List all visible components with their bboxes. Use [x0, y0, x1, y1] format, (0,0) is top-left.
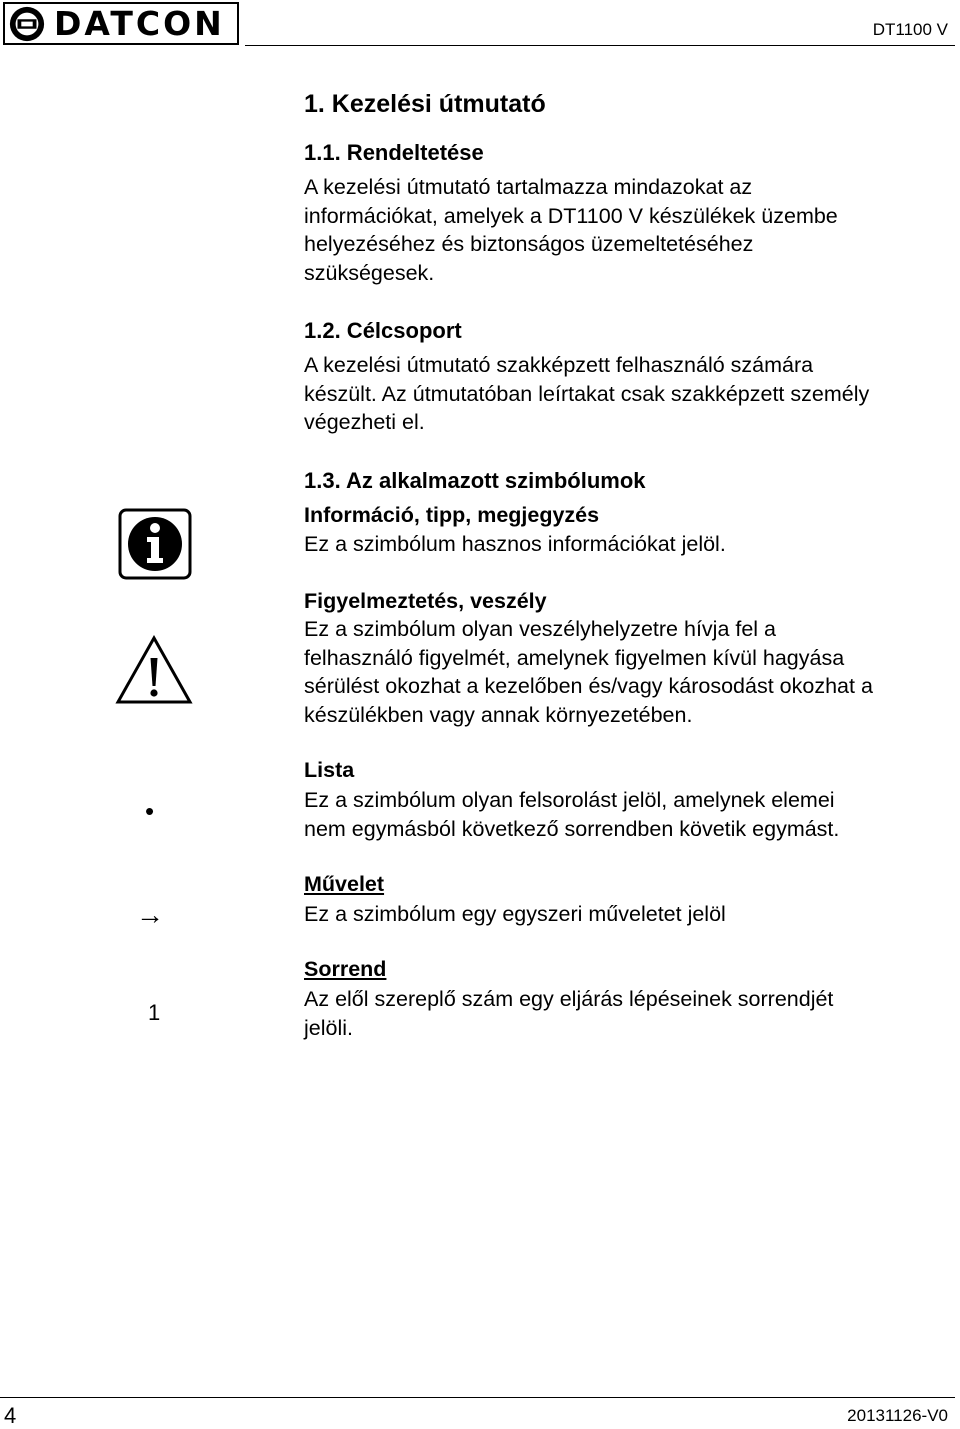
symbol-list-title: Lista [304, 758, 355, 782]
section-symbols-heading: 1.3. Az alkalmazott szimbólumok [304, 468, 646, 493]
symbol-sequence-title: Sorrend [304, 957, 387, 981]
info-icon [118, 508, 192, 580]
footer-divider [0, 1397, 955, 1398]
document-code: 20131126-V0 [847, 1406, 948, 1425]
symbol-info-text: Ez a szimbólum hasznos információkat jelöl. [304, 532, 726, 556]
section-purpose-heading: 1.1. Rendeltetése [304, 140, 484, 165]
arrow-right-icon: → [136, 899, 164, 930]
section-target-heading: 1.2. Célcsoport [304, 318, 462, 343]
symbol-warning-title: Figyelmeztetés, veszély [304, 589, 547, 613]
page-number: 4 [4, 1403, 17, 1428]
company-logo [3, 2, 239, 45]
symbol-sequence-text: Az elől szereplő szám egy eljárás lépéseinek sorrendjét jelöli. [304, 987, 834, 1040]
header-divider [245, 45, 955, 46]
symbol-warning-text: Ez a szimbólum olyan veszélyhelyzetre hívja fel a felhasználó figyelmét, amelynek figyelmen kívül hagyása sérülést okozhat a kezelőben és/vagy károsodást okozhat a készülékben vagy annak környezetében. [304, 617, 873, 727]
symbol-action-title: Művelet [304, 872, 385, 896]
main-title: 1. Kezelési útmutató [304, 90, 546, 118]
section-purpose-text: A kezelési útmutató tartalmazza mindazokat az információkat, amelyek a DT1100 V készülékek üzembe helyezéséhez és biztonságos üzemeltetéséhez szükségesek. [304, 175, 838, 285]
datcon-logo-mark-icon [8, 5, 46, 43]
symbol-info-title: Információ, tipp, megjegyzés [304, 503, 600, 527]
section-target-text: A kezelési útmutató szakképzett felhasználó számára készült. Az útmutatóban leírtakat csak szakképzett személy végezheti el. [304, 353, 870, 434]
number-one-icon: 1 [148, 1000, 161, 1025]
document-id: DT1100 V [872, 20, 948, 39]
symbol-action-text: Ez a szimbólum egy egyszeri műveletet jelöl [304, 902, 726, 926]
logo-text: DATCON [54, 4, 225, 43]
symbol-list-text: Ez a szimbólum olyan felsorolást jelöl, amelynek elemei nem egymásból következő sorrendben követik egymást. [304, 788, 840, 841]
warning-icon [114, 634, 194, 706]
bullet-icon: • [145, 796, 155, 826]
